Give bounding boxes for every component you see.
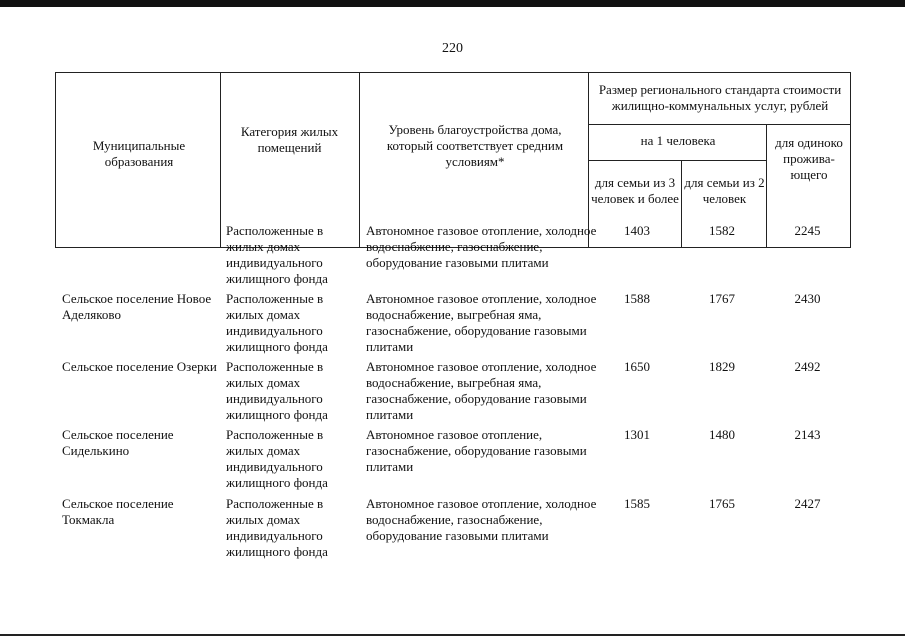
category-cell: Расположенные в жилых домах индивидуального жилищного фонда (226, 359, 328, 422)
header-category: Категория жилых помещений (240, 124, 339, 155)
category-cell: Расположенные в жилых домах индивидуального жилищного фонда (226, 496, 328, 559)
family3-value: 1650 (624, 359, 650, 374)
header-vline-2 (359, 72, 360, 248)
family3-value: 1588 (624, 291, 650, 306)
header-vline-3 (588, 72, 589, 248)
single-value: 2427 (794, 496, 821, 511)
category-cell: Расположенные в жилых домах индивидуального жилищного фонда (226, 427, 328, 490)
category-cell: Расположенные в жилых домах индивидуального жилищного фонда (226, 223, 328, 286)
header-vline-right (850, 72, 851, 248)
single-value: 2245 (794, 223, 821, 238)
top-border (0, 0, 905, 7)
family3-value: 1403 (624, 223, 650, 238)
family2-value: 1765 (709, 496, 735, 511)
family2-value: 1582 (709, 223, 735, 238)
municipality-cell: Сельское поселение Токмакла (62, 496, 174, 527)
level-cell: Автономное газовое отопление, холодное водоснабжение, газоснабжение, оборудование газовыми плитами (366, 223, 597, 270)
level-cell: Автономное газовое отопление, холодное водоснабжение, газоснабжение, оборудование газовыми плитами (366, 496, 597, 543)
header-vline-1 (220, 72, 221, 248)
level-cell: Автономное газовое отопление, холодное водоснабжение, выгребная яма, газоснабжение, оборудование газовыми плитами (366, 359, 597, 422)
bottom-border (0, 634, 905, 636)
family2-value: 1767 (709, 291, 735, 306)
family2-value: 1829 (709, 359, 735, 374)
family3-value: 1301 (624, 427, 650, 442)
header-family3: для семьи из 3 человек и более (591, 175, 679, 206)
single-value: 2430 (794, 291, 821, 306)
family3-value: 1585 (624, 496, 650, 511)
header-line-per-person (588, 160, 766, 161)
municipality-cell: Сельское поселение Новое Аделяково (62, 291, 212, 322)
category-cell: Расположенные в жилых домах индивидуального жилищного фонда (226, 291, 328, 354)
level-cell: Автономное газовое отопление, холодное водоснабжение, выгребная яма, газоснабжение, оборудование газовыми плитами (366, 291, 597, 354)
municipality-cell: Сельское поселение Сиделькино (62, 427, 174, 458)
header-municipality: Муниципальные образования (92, 138, 186, 169)
single-value: 2492 (794, 359, 821, 374)
header-single: для одиноко прожива-ющего (775, 135, 843, 182)
header-line-top (55, 72, 851, 73)
level-cell: Автономное газовое отопление, газоснабжение, оборудование газовыми плитами (366, 427, 587, 474)
header-family2: для семьи из 2 человек (684, 175, 765, 206)
header-standard: Размер регионального стандарта стоимости жилищно-коммунальных услуг, рублей (598, 82, 842, 113)
header-vline-left (55, 72, 56, 248)
municipality-cell: Сельское поселение Озерки (62, 359, 217, 374)
header-per-person: на 1 человека (640, 133, 716, 148)
header-line-standard (588, 124, 851, 125)
family2-value: 1480 (709, 427, 735, 442)
page-number: 220 (442, 41, 463, 56)
table-header (55, 72, 851, 248)
header-level: Уровень благоустройства дома, который соответствует средним условиям* (386, 122, 564, 169)
single-value: 2143 (794, 427, 821, 442)
